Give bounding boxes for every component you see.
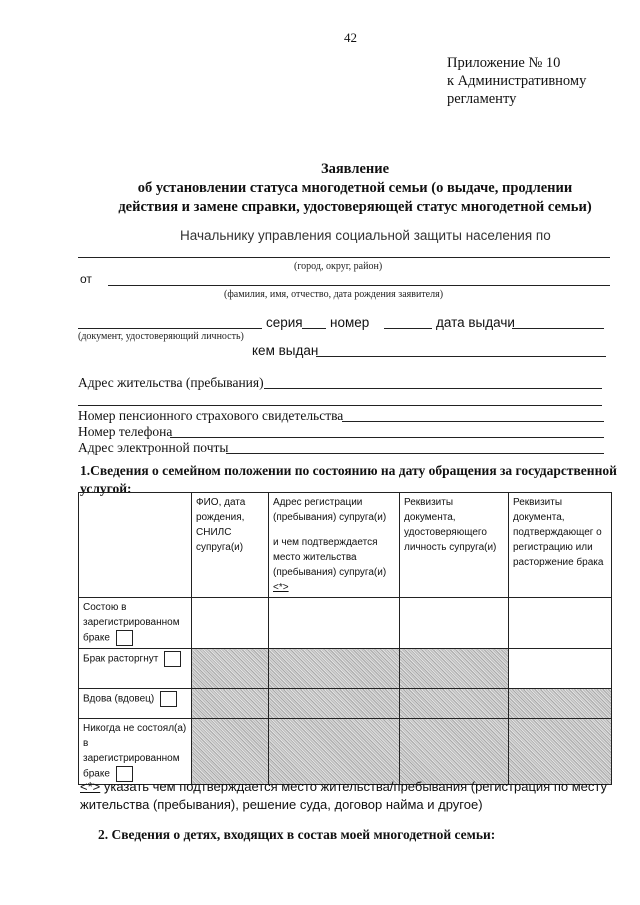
- series-label: серия: [266, 315, 303, 330]
- form-subtitle-line-1: об установлении статуса многодетной семьи (о выдаче, продлении: [137, 180, 573, 196]
- address-line-1[interactable]: [264, 388, 602, 389]
- issue-date-line[interactable]: [512, 328, 604, 329]
- number-line[interactable]: [384, 328, 432, 329]
- input-cell[interactable]: [509, 649, 612, 689]
- phone-label: Номер телефона: [78, 424, 173, 439]
- row-label: Вдова (вдовец): [83, 693, 155, 705]
- row-label-cell: [79, 649, 192, 689]
- appendix-line-3: регламенту: [447, 91, 517, 107]
- shaded-cell: [269, 689, 400, 719]
- shaded-cell: [192, 719, 269, 785]
- email-label: Адрес электронной почты: [78, 440, 229, 455]
- issued-by-label: кем выдан: [252, 343, 319, 358]
- table-header-cell: [269, 493, 400, 598]
- shaded-cell: [192, 689, 269, 719]
- table-header-cell: Реквизиты документа, подтверждающег о регистрацию или расторжение брака: [509, 493, 612, 598]
- footnote: [80, 778, 620, 814]
- shaded-cell: [400, 719, 509, 785]
- shaded-cell: [400, 649, 509, 689]
- appendix-line-2: к Административному: [447, 73, 587, 89]
- pension-label: Номер пенсионного страхового свидетельства: [78, 408, 344, 423]
- shaded-cell: [192, 649, 269, 689]
- table-row: [79, 719, 612, 785]
- row-label-cell: [79, 719, 192, 785]
- status-checkbox[interactable]: [116, 630, 133, 646]
- addressee-line[interactable]: [78, 257, 610, 258]
- table-header-cell: Реквизиты документа, удостоверяющего личность супруга(и): [400, 493, 509, 598]
- pension-line[interactable]: [342, 421, 604, 422]
- table-row: [79, 689, 612, 719]
- section-1-title: 1.Сведения о семейном положении по состоянию на дату обращения за государственной услугой:: [80, 463, 617, 496]
- series-line[interactable]: [302, 328, 326, 329]
- appendix-line-1: Приложение № 10: [447, 55, 561, 71]
- addressee-hint: (город, округ, район): [294, 261, 383, 272]
- email-line[interactable]: [226, 453, 604, 454]
- document-type-line[interactable]: [78, 328, 262, 329]
- phone-line[interactable]: [170, 437, 604, 438]
- status-checkbox[interactable]: [160, 691, 177, 707]
- table-header-cell: ФИО, дата рождения, СНИЛС супруга(и): [192, 493, 269, 598]
- section-2-title: 2. Сведения о детях, входящих в состав моей многодетной семьи:: [98, 827, 496, 842]
- appendix-heading: [447, 54, 586, 108]
- shaded-cell: [509, 689, 612, 719]
- table-header-cell: [79, 493, 192, 598]
- from-label: от: [80, 272, 92, 286]
- shaded-cell: [400, 689, 509, 719]
- row-label-cell: [79, 689, 192, 719]
- input-cell[interactable]: [400, 598, 509, 649]
- address-header: Адрес регистрации (пребывания) супруга(и): [273, 497, 387, 523]
- issue-date-label: дата выдачи: [436, 315, 515, 330]
- row-label: Никогда не состоял(а) в зарегистрированном браке: [83, 723, 187, 780]
- family-status-table: [78, 492, 612, 785]
- table-row: [79, 598, 612, 649]
- number-label: номер: [330, 315, 370, 330]
- row-label-cell: [79, 598, 192, 649]
- input-cell[interactable]: [509, 598, 612, 649]
- form-subtitle-line-2: действия и замене справки, удостоверяющей статус многодетной семьи): [118, 199, 592, 215]
- footnote-ref-link[interactable]: <*>: [273, 582, 289, 593]
- address-line-2[interactable]: [78, 405, 602, 406]
- shaded-cell: [269, 649, 400, 689]
- issued-by-line[interactable]: [316, 356, 606, 357]
- status-checkbox[interactable]: [164, 651, 181, 667]
- document-hint: (документ, удостоверяющий личность): [78, 331, 244, 342]
- from-hint: (фамилия, имя, отчество, дата рождения заявителя): [224, 289, 444, 300]
- row-label: Состою в зарегистрированном браке: [83, 602, 180, 644]
- table-row: [79, 649, 612, 689]
- shaded-cell: [269, 719, 400, 785]
- footnote-text: указать чем подтверждается место жительства/пребывания (регистрация по месту жительства (пребывания), решение суда, договор найма и другое): [80, 779, 607, 812]
- page-number: 42: [344, 30, 357, 45]
- from-line[interactable]: [108, 285, 610, 286]
- input-cell[interactable]: [269, 598, 400, 649]
- table-header-row: [79, 493, 612, 598]
- addressee-text: Начальнику управления социальной защиты населения по: [180, 228, 551, 243]
- row-label: Брак расторгнут: [83, 653, 159, 665]
- address-label: Адрес жительства (пребывания): [78, 375, 264, 390]
- footnote-ref: <*>: [80, 779, 101, 794]
- form-title: Заявление: [320, 161, 390, 177]
- shaded-cell: [509, 719, 612, 785]
- input-cell[interactable]: [192, 598, 269, 649]
- address-header-extra: и чем подтверждается место жительства (пребывания) супруга(и): [273, 537, 387, 578]
